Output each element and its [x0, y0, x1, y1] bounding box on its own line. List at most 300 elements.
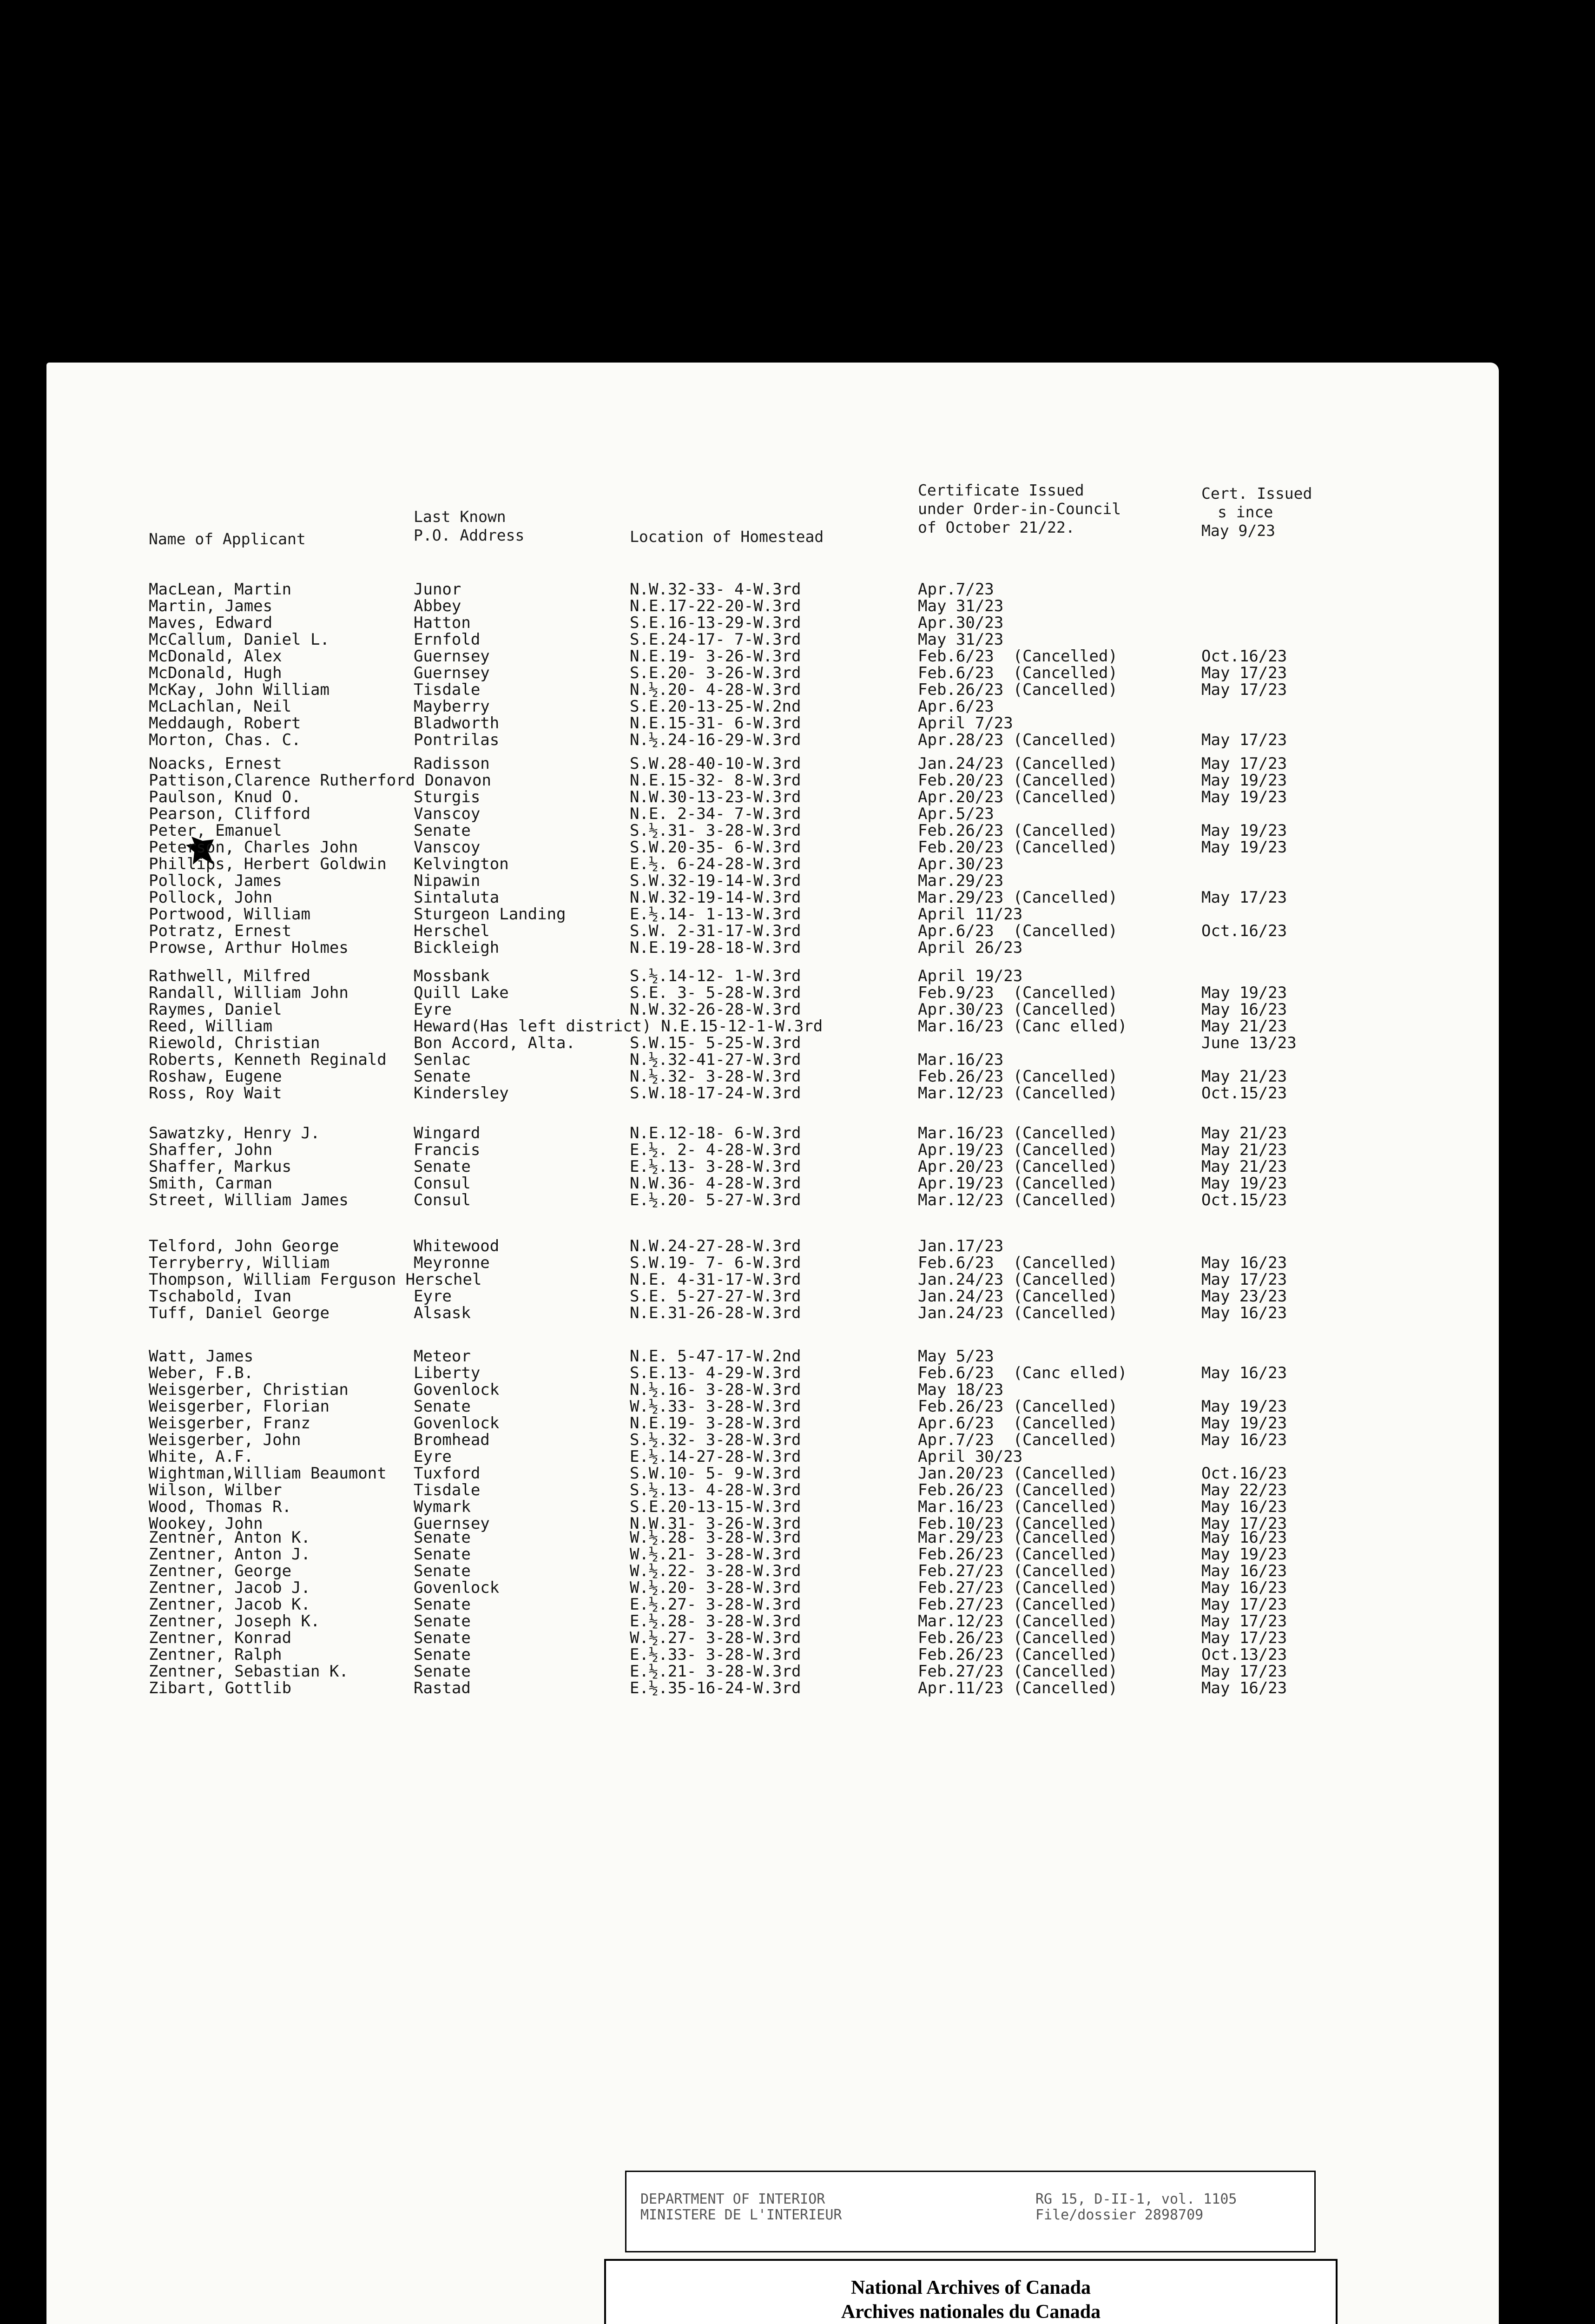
- applicant-name: Wightman,William Beaumont: [149, 1464, 387, 1483]
- certificate-issued: Apr.7/23: [918, 580, 994, 599]
- certificate-issued: Feb.6/23 (Cancelled): [918, 664, 1118, 682]
- applicant-name: Potratz, Ernest: [149, 922, 292, 940]
- cert-issued-since: May 16/23: [1201, 1431, 1287, 1449]
- applicant-name: Zentner, George: [149, 1562, 292, 1580]
- applicant-name: Roberts, Kenneth Reginald: [149, 1050, 387, 1069]
- table-row: [46, 889, 1499, 906]
- applicant-name: Peterson, Charles John: [149, 838, 358, 857]
- homestead-location: N.W.36- 4-28-W.3rd: [630, 1174, 801, 1193]
- cert-issued-since: May 17/23: [1201, 1514, 1287, 1533]
- applicant-name: Pearson, Clifford: [149, 805, 310, 823]
- cert-issued-since: May 19/23: [1201, 1174, 1287, 1193]
- po-address: Abbey: [414, 597, 461, 615]
- homestead-location: W.½.33- 3-28-W.3rd: [630, 1397, 801, 1416]
- homestead-location: N.E.19- 3-26-W.3rd: [630, 647, 801, 666]
- po-address: Bon Accord, Alta.: [414, 1034, 575, 1052]
- cert-issued-since: May 21/23: [1201, 1017, 1287, 1036]
- applicant-name: White, A.F.: [149, 1447, 254, 1466]
- header-po-line2: P.O. Address: [414, 526, 525, 544]
- table-row: [46, 614, 1499, 631]
- po-address: Liberty: [414, 1364, 481, 1382]
- applicant-name: Zentner, Anton J.: [149, 1545, 310, 1564]
- homestead-location: S.E.24-17- 7-W.3rd: [630, 630, 801, 649]
- certificate-issued: Feb.27/23 (Cancelled): [918, 1562, 1118, 1580]
- homestead-location: N.½.16- 3-28-W.3rd: [630, 1380, 801, 1399]
- certificate-issued: Feb.20/23 (Cancelled): [918, 838, 1118, 857]
- cert-issued-since: May 16/23: [1201, 1254, 1287, 1272]
- applicant-name: Noacks, Ernest: [149, 754, 282, 773]
- applicant-name: Zibart, Gottlib: [149, 1679, 292, 1697]
- homestead-location: N.E.19- 3-28-W.3rd: [630, 1414, 801, 1433]
- cert-issued-since: May 19/23: [1201, 984, 1287, 1002]
- certificate-issued: May 18/23: [918, 1380, 1004, 1399]
- cert-issued-since: May 16/23: [1201, 1000, 1287, 1019]
- homestead-location: S.W.20-35- 6-W.3rd: [630, 838, 801, 857]
- cert-issued-since: Oct.16/23: [1201, 1464, 1287, 1483]
- homestead-location: N.E. 4-31-17-W.3rd: [630, 1270, 801, 1289]
- applicant-name: Peter, Emanuel: [149, 821, 282, 840]
- table-row: [46, 1305, 1499, 1321]
- certificate-issued: April 30/23: [918, 1447, 1023, 1466]
- table-row: [46, 856, 1499, 872]
- homestead-location: N.E.15-32- 8-W.3rd: [630, 771, 801, 790]
- header-po-line1: Last Known: [414, 508, 506, 526]
- po-address: Senate: [414, 1157, 471, 1176]
- cert-issued-since: May 19/23: [1201, 1545, 1287, 1564]
- applicant-name: Prowse, Arthur Holmes: [149, 938, 349, 957]
- applicant-name: MacLean, Martin: [149, 580, 292, 599]
- homestead-location: N.W.32-33- 4-W.3rd: [630, 580, 801, 599]
- certificate-issued: Jan.17/23: [918, 1237, 1004, 1255]
- applicant-name: McKay, John William: [149, 680, 330, 699]
- homestead-location: W.½.21- 3-28-W.3rd: [630, 1545, 801, 1564]
- cert-issued-since: May 17/23: [1201, 1629, 1287, 1647]
- certificate-issued: Mar.16/23 (Cancelled): [918, 1498, 1118, 1516]
- table-row: [46, 984, 1499, 1001]
- cert-issued-since: May 21/23: [1201, 1141, 1287, 1159]
- po-address: Junor: [414, 580, 461, 599]
- cert-issued-since: May 17/23: [1201, 1612, 1287, 1631]
- table-row: [46, 1563, 1499, 1579]
- archives-en: National Archives of Canada: [850, 2277, 1091, 2298]
- po-address: Senate: [414, 1545, 471, 1564]
- po-address: Eyre: [414, 1447, 452, 1466]
- homestead-location: N.E.12-18- 6-W.3rd: [630, 1124, 801, 1142]
- table-row: [46, 1465, 1499, 1482]
- homestead-location: E.½.35-16-24-W.3rd: [630, 1679, 801, 1697]
- certificate-issued: Mar.12/23 (Cancelled): [918, 1612, 1118, 1631]
- header-since-line3: May 9/23: [1201, 522, 1275, 540]
- certificate-issued: Apr.20/23 (Cancelled): [918, 1157, 1118, 1176]
- po-address: Nipawin: [414, 872, 481, 890]
- ref-line2: File/dossier 2898709: [1035, 2207, 1204, 2223]
- applicant-name: Phillips, Herbert Goldwin: [149, 855, 387, 873]
- po-address: Consul: [414, 1174, 471, 1193]
- applicant-name: Rathwell, Milfred: [149, 967, 310, 985]
- applicant-name: Morton, Chas. C.: [149, 731, 301, 749]
- certificate-issued: Feb.27/23 (Cancelled): [918, 1595, 1118, 1614]
- applicant-name: Weber, F.B.: [149, 1364, 254, 1382]
- applicant-name: Meddaugh, Robert: [149, 714, 301, 733]
- dept-fr: MINISTERE DE L'INTERIEUR: [640, 2207, 842, 2223]
- homestead-location: S.½.31- 3-28-W.3rd: [630, 821, 801, 840]
- table-row: [46, 789, 1499, 805]
- homestead-location: E.½.14-27-28-W.3rd: [630, 1447, 801, 1466]
- cert-issued-since: May 16/23: [1201, 1679, 1287, 1697]
- dept-en: DEPARTMENT OF INTERIOR: [640, 2191, 825, 2207]
- homestead-location: N.W.31- 3-26-W.3rd: [630, 1514, 801, 1533]
- cert-issued-since: Oct.16/23: [1201, 647, 1287, 666]
- po-address: Eyre: [414, 1287, 452, 1306]
- homestead-location: S.E.13- 4-29-W.3rd: [630, 1364, 801, 1382]
- homestead-location: N.W.32-19-14-W.3rd: [630, 888, 801, 907]
- cert-issued-since: Oct.15/23: [1201, 1191, 1287, 1209]
- archives-credit: [604, 2259, 1338, 2324]
- applicant-name: Randall, William John: [149, 984, 349, 1002]
- certificate-issued: Feb.10/23 (Cancelled): [918, 1514, 1118, 1533]
- applicant-name: Tuff, Daniel George: [149, 1304, 330, 1322]
- table-row: [46, 732, 1499, 748]
- certificate-issued: Apr.30/23 (Cancelled): [918, 1000, 1118, 1019]
- po-address: Guernsey: [414, 647, 490, 666]
- cert-issued-since: May 19/23: [1201, 1414, 1287, 1433]
- cert-issued-since: May 16/23: [1201, 1578, 1287, 1597]
- po-address: Guernsey: [414, 664, 490, 682]
- table-row: [46, 681, 1499, 698]
- po-address: Senate: [414, 1067, 471, 1086]
- certificate-issued: Apr.7/23 (Cancelled): [918, 1431, 1118, 1449]
- po-address: Senate: [414, 1662, 471, 1681]
- cert-issued-since: May 19/23: [1201, 1397, 1287, 1416]
- certificate-issued: May 31/23: [918, 630, 1004, 649]
- table-row: [46, 1018, 1499, 1035]
- po-address: Consul: [414, 1191, 471, 1209]
- homestead-location: N.E. 2-34- 7-W.3rd: [630, 805, 801, 823]
- table-row: [46, 939, 1499, 956]
- document-page: [46, 363, 1499, 2324]
- po-address: Meyronne: [414, 1254, 490, 1272]
- homestead-location: N.½.32-41-27-W.3rd: [630, 1050, 801, 1069]
- applicant-name: Telford, John George: [149, 1237, 339, 1255]
- table-row: [46, 1630, 1499, 1646]
- table-row: [46, 1238, 1499, 1254]
- cert-issued-since: June 13/23: [1201, 1034, 1297, 1052]
- po-address: Rastad: [414, 1679, 471, 1697]
- po-address: Senate: [414, 1595, 471, 1614]
- cert-issued-since: May 19/23: [1201, 821, 1287, 840]
- po-address: Tisdale: [414, 680, 481, 699]
- certificate-issued: May 5/23: [918, 1347, 994, 1366]
- table-row: [46, 1596, 1499, 1613]
- table-row: [46, 1398, 1499, 1415]
- table-row: [46, 805, 1499, 822]
- po-address: Govenlock: [414, 1380, 500, 1399]
- certificate-issued: Apr.19/23 (Cancelled): [918, 1174, 1118, 1193]
- certificate-issued: Feb.26/23 (Cancelled): [918, 1629, 1118, 1647]
- table-row: [46, 1271, 1499, 1288]
- homestead-location: S.E. 5-27-27-W.3rd: [630, 1287, 801, 1306]
- cert-issued-since: May 17/23: [1201, 680, 1287, 699]
- table-row: [46, 1142, 1499, 1158]
- homestead-location: S.W.28-40-10-W.3rd: [630, 754, 801, 773]
- homestead-location: S.W.15- 5-25-W.3rd: [630, 1034, 801, 1052]
- table-row: [46, 1415, 1499, 1432]
- certificate-issued: Feb.6/23 (Cancelled): [918, 647, 1118, 666]
- header-name: Name of Applicant: [149, 530, 306, 548]
- applicant-name: Sawatzky, Henry J.: [149, 1124, 320, 1142]
- cert-issued-since: May 17/23: [1201, 888, 1287, 907]
- table-row: [46, 1646, 1499, 1663]
- homestead-location: S.W.32-19-14-W.3rd: [630, 872, 801, 890]
- po-address: Sturgeon Landing: [414, 905, 566, 924]
- applicant-name: Pollock, John: [149, 888, 273, 907]
- applicant-name: Shaffer, John: [149, 1141, 273, 1159]
- certificate-issued: Feb.26/23 (Cancelled): [918, 821, 1118, 840]
- certificate-issued: Mar.12/23 (Cancelled): [918, 1084, 1118, 1103]
- certificate-issued: Mar.16/23 (Canc elled): [918, 1017, 1127, 1036]
- cert-issued-since: Oct.15/23: [1201, 1084, 1287, 1103]
- po-address: Govenlock: [414, 1578, 500, 1597]
- homestead-location: E.½.28- 3-28-W.3rd: [630, 1612, 801, 1631]
- po-address: Senate: [414, 1612, 471, 1631]
- certificate-issued: April 11/23: [918, 905, 1023, 924]
- homestead-location: S.½.13- 4-28-W.3rd: [630, 1481, 801, 1499]
- homestead-location: N.W.24-27-28-W.3rd: [630, 1237, 801, 1255]
- applicant-name: Riewold, Christian: [149, 1034, 320, 1052]
- header-cert-line1: Certificate Issued: [918, 481, 1084, 499]
- applicant-name: Weisgerber, Franz: [149, 1414, 310, 1433]
- certificate-issued: Feb.26/23 (Cancelled): [918, 1645, 1118, 1664]
- po-address: Hatton: [414, 614, 471, 632]
- table-row: [46, 1579, 1499, 1596]
- table-row: [46, 968, 1499, 984]
- table-row: [46, 581, 1499, 598]
- certificate-issued: Feb.27/23 (Cancelled): [918, 1662, 1118, 1681]
- certificate-issued: Jan.24/23 (Cancelled): [918, 1304, 1118, 1322]
- table-row: [46, 1381, 1499, 1398]
- certificate-issued: Jan.24/23 (Cancelled): [918, 754, 1118, 773]
- header-since-line2: s ince: [1218, 503, 1273, 521]
- homestead-location: N.½.32- 3-28-W.3rd: [630, 1067, 801, 1086]
- applicant-name: Raymes, Daniel: [149, 1000, 282, 1019]
- table-row: [46, 872, 1499, 889]
- homestead-location: N.W.32-26-28-W.3rd: [630, 1000, 801, 1019]
- homestead-location: N.E.31-26-28-W.3rd: [630, 1304, 801, 1322]
- certificate-issued: Feb.6/23 (Canc elled): [918, 1364, 1127, 1382]
- po-address: Senate: [414, 1397, 471, 1416]
- table-row: [46, 1348, 1499, 1365]
- homestead-location: W.½.27- 3-28-W.3rd: [630, 1629, 801, 1647]
- applicant-name: Maves, Edward: [149, 614, 273, 632]
- table-row: [46, 1432, 1499, 1448]
- po-address: Senate: [414, 1645, 471, 1664]
- table-row: [46, 906, 1499, 923]
- certificate-issued: Feb.26/23 (Cancelled): [918, 1545, 1118, 1564]
- table-row: [46, 772, 1499, 789]
- po-address: Pontrilas: [414, 731, 500, 749]
- certificate-issued: Apr.6/23 (Cancelled): [918, 1414, 1118, 1433]
- po-address: Wymark: [414, 1498, 471, 1516]
- po-address: Whitewood: [414, 1237, 500, 1255]
- certificate-issued: Feb.26/23 (Cancelled): [918, 1481, 1118, 1499]
- applicant-name: Zentner, Joseph K.: [149, 1612, 320, 1631]
- homestead-location: E.½.33- 3-28-W.3rd: [630, 1645, 801, 1664]
- certificate-issued: Apr.6/23: [918, 697, 994, 716]
- cert-issued-since: May 16/23: [1201, 1498, 1287, 1516]
- certificate-issued: Feb.26/23 (Cancelled): [918, 1397, 1118, 1416]
- applicant-name: Wood, Thomas R.: [149, 1498, 292, 1516]
- po-address: Francis: [414, 1141, 481, 1159]
- cert-issued-since: May 19/23: [1201, 838, 1287, 857]
- cert-issued-since: Oct.13/23: [1201, 1645, 1287, 1664]
- applicant-name: Zentner, Anton K.: [149, 1528, 310, 1547]
- table-row: [46, 698, 1499, 715]
- applicant-name: Weisgerber, Florian: [149, 1397, 330, 1416]
- po-address: Eyre: [414, 1000, 452, 1019]
- certificate-issued: Feb.20/23 (Cancelled): [918, 771, 1118, 790]
- ref-line1: RG 15, D-II-1, vol. 1105: [1035, 2191, 1237, 2207]
- po-address: Meteor: [414, 1347, 471, 1366]
- certificate-issued: Mar.29/23: [918, 872, 1004, 890]
- applicant-name: Zentner, Sebastian K.: [149, 1662, 349, 1681]
- homestead-location: N.½.20- 4-28-W.3rd: [630, 680, 801, 699]
- cert-issued-since: May 17/23: [1201, 1662, 1287, 1681]
- table-row: [46, 1001, 1499, 1018]
- certificate-issued: Mar.16/23 (Cancelled): [918, 1124, 1118, 1142]
- applicant-name: Weisgerber, John: [149, 1431, 301, 1449]
- applicant-name: Thompson, William Ferguson Herschel: [149, 1270, 482, 1289]
- homestead-location: N.½.24-16-29-W.3rd: [630, 731, 801, 749]
- homestead-location: S.½.14-12- 1-W.3rd: [630, 967, 801, 985]
- cert-issued-since: May 19/23: [1201, 771, 1287, 790]
- certificate-issued: Mar.29/23 (Cancelled): [918, 1528, 1118, 1547]
- po-address: Senlac: [414, 1050, 471, 1069]
- applicant-name: Zentner, Jacob J.: [149, 1578, 310, 1597]
- applicant-name: Zentner, Konrad: [149, 1629, 292, 1647]
- homestead-location: S.E. 3- 5-28-W.3rd: [630, 984, 801, 1002]
- certificate-issued: Feb.26/23 (Cancelled): [918, 1067, 1118, 1086]
- homestead-location: S.E.16-13-29-W.3rd: [630, 614, 801, 632]
- header-cert-line2: under Order-in-Council: [918, 500, 1121, 518]
- po-address: Senate: [414, 1629, 471, 1647]
- applicant-name: Street, William James: [149, 1191, 349, 1209]
- table-row: [46, 1158, 1499, 1175]
- table-row: [46, 1085, 1499, 1102]
- table-row: [46, 1529, 1499, 1546]
- po-address: Mayberry: [414, 697, 490, 716]
- cert-issued-since: Oct.16/23: [1201, 922, 1287, 940]
- applicant-name: Wookey, John: [149, 1514, 263, 1533]
- table-row: [46, 1051, 1499, 1068]
- table-row: [46, 1482, 1499, 1499]
- applicant-name: Zentner, Jacob K.: [149, 1595, 310, 1614]
- cert-issued-since: May 21/23: [1201, 1124, 1287, 1142]
- certificate-issued: Apr.6/23 (Cancelled): [918, 922, 1118, 940]
- certificate-issued: Jan.24/23 (Cancelled): [918, 1270, 1118, 1289]
- applicant-name: Zentner, Ralph: [149, 1645, 282, 1664]
- table-row: [46, 839, 1499, 856]
- certificate-issued: Feb.6/23 (Cancelled): [918, 1254, 1118, 1272]
- cert-issued-since: May 23/23: [1201, 1287, 1287, 1306]
- po-address: Govenlock: [414, 1414, 500, 1433]
- homestead-location: S.W. 2-31-17-W.3rd: [630, 922, 801, 940]
- homestead-location: S.E.20- 3-26-W.3rd: [630, 664, 801, 682]
- table-row: [46, 665, 1499, 681]
- po-address: Heward(Has left district) N.E.15-12-1-W.3rd: [414, 1017, 823, 1036]
- applicant-name: McDonald, Hugh: [149, 664, 282, 682]
- table-row: [46, 648, 1499, 665]
- homestead-location: N.E.15-31- 6-W.3rd: [630, 714, 801, 733]
- applicant-name: McCallum, Daniel L.: [149, 630, 330, 649]
- certificate-issued: Jan.20/23 (Cancelled): [918, 1464, 1118, 1483]
- certificate-issued: Apr.28/23 (Cancelled): [918, 731, 1118, 749]
- cert-issued-since: May 17/23: [1201, 664, 1287, 682]
- po-address: Quill Lake: [414, 984, 509, 1002]
- applicant-name: Weisgerber, Christian: [149, 1380, 349, 1399]
- homestead-location: E.½. 2- 4-28-W.3rd: [630, 1141, 801, 1159]
- cert-issued-since: May 17/23: [1201, 1595, 1287, 1614]
- header-since-line1: Cert. Issued: [1201, 484, 1312, 502]
- certificate-issued: April 19/23: [918, 967, 1023, 985]
- po-address: Vanscoy: [414, 805, 481, 823]
- cert-issued-since: May 16/23: [1201, 1528, 1287, 1547]
- cert-issued-since: May 21/23: [1201, 1157, 1287, 1176]
- po-address: Kelvington: [414, 855, 509, 873]
- po-address: Ernfold: [414, 630, 481, 649]
- homestead-location: N.E. 5-47-17-W.2nd: [630, 1347, 801, 1366]
- table-row: [46, 715, 1499, 732]
- certificate-issued: April 26/23: [918, 938, 1023, 957]
- cert-issued-since: May 16/23: [1201, 1562, 1287, 1580]
- po-address: Mossbank: [414, 967, 490, 985]
- applicant-name: Shaffer, Markus: [149, 1157, 292, 1176]
- certificate-issued: Feb.9/23 (Cancelled): [918, 984, 1118, 1002]
- homestead-location: S.W.18-17-24-W.3rd: [630, 1084, 801, 1103]
- po-address: Sintaluta: [414, 888, 500, 907]
- homestead-location: N.W.30-13-23-W.3rd: [630, 788, 801, 806]
- table-row: [46, 923, 1499, 939]
- applicant-name: Pollock, James: [149, 872, 282, 890]
- po-address: Herschel: [414, 922, 490, 940]
- po-address: Guernsey: [414, 1514, 490, 1533]
- cert-issued-since: May 21/23: [1201, 1067, 1287, 1086]
- certificate-issued: Apr.20/23 (Cancelled): [918, 788, 1118, 806]
- po-address: Tuxford: [414, 1464, 481, 1483]
- po-address: Vanscoy: [414, 838, 481, 857]
- certificate-issued: Apr.5/23: [918, 805, 994, 823]
- applicant-name: Roshaw, Eugene: [149, 1067, 282, 1086]
- po-address: Bladworth: [414, 714, 500, 733]
- certificate-issued: Apr.11/23 (Cancelled): [918, 1679, 1118, 1697]
- homestead-location: S.W.10- 5- 9-W.3rd: [630, 1464, 801, 1483]
- certificate-issued: May 31/23: [918, 597, 1004, 615]
- cert-issued-since: May 17/23: [1201, 754, 1287, 773]
- certificate-issued: Feb.27/23 (Cancelled): [918, 1578, 1118, 1597]
- applicant-name: Smith, Carman: [149, 1174, 273, 1193]
- table-row: [46, 598, 1499, 614]
- homestead-location: S.½.32- 3-28-W.3rd: [630, 1431, 801, 1449]
- homestead-location: W.½.20- 3-28-W.3rd: [630, 1578, 801, 1597]
- po-address: Bromhead: [414, 1431, 490, 1449]
- po-address: Radisson: [414, 754, 490, 773]
- table-row: [46, 631, 1499, 648]
- homestead-location: E.½.14- 1-13-W.3rd: [630, 905, 801, 924]
- table-row: [46, 1254, 1499, 1271]
- table-row: [46, 1192, 1499, 1208]
- table-row: [46, 1068, 1499, 1085]
- po-address: Senate: [414, 1562, 471, 1580]
- table-row: [46, 1175, 1499, 1192]
